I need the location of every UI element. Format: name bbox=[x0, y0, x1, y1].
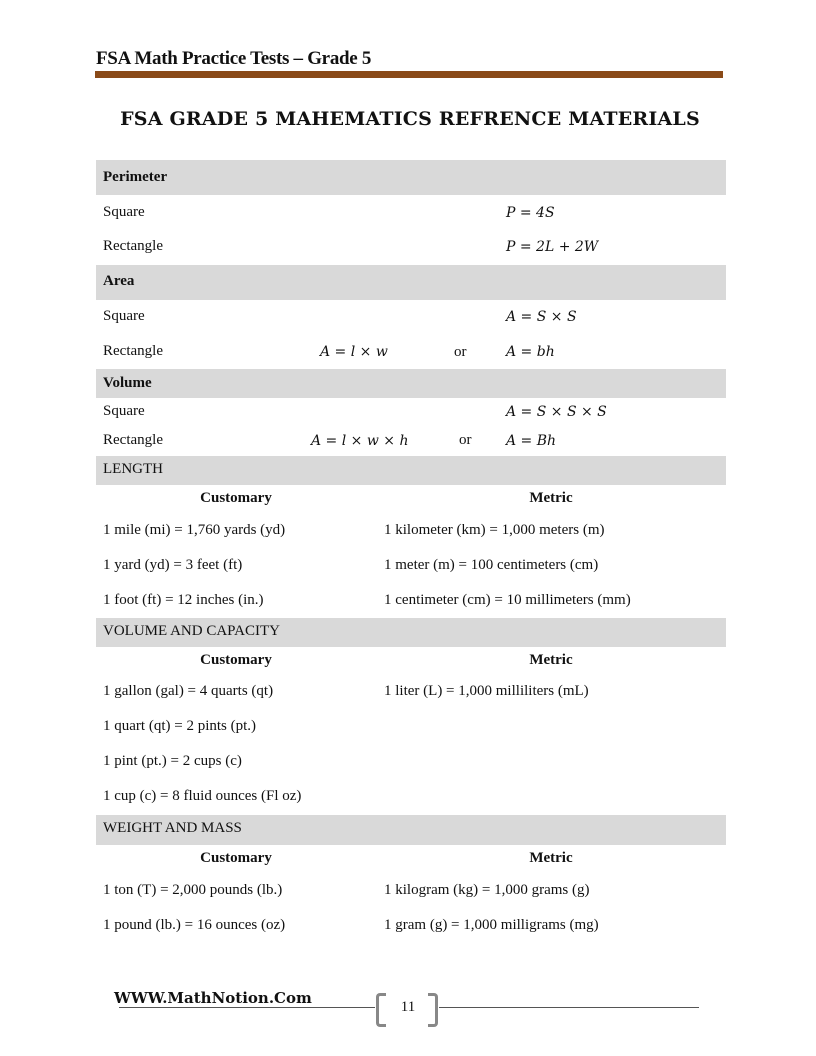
table-row bbox=[96, 781, 726, 815]
volume-rectangle-row bbox=[96, 427, 726, 456]
customary-header: Customary bbox=[200, 850, 272, 866]
or-text: or bbox=[459, 432, 472, 448]
table-row bbox=[96, 514, 726, 549]
customary-value: 1 gallon (gal) = 4 quarts (qt) bbox=[103, 683, 274, 699]
table-row bbox=[96, 874, 726, 909]
customary-header: Customary bbox=[200, 652, 272, 668]
customary-value: 1 foot (ft) = 12 inches (in.) bbox=[103, 592, 264, 608]
volume-square-row bbox=[96, 398, 726, 427]
section-heading: Perimeter bbox=[103, 169, 168, 185]
formula: A = S × S × S bbox=[506, 404, 607, 420]
section-heading: WEIGHT AND MASS bbox=[103, 820, 242, 836]
customary-value: 1 pint (pt.) = 2 cups (c) bbox=[103, 753, 242, 769]
section-weight-header bbox=[96, 815, 726, 845]
formula: P = 4S bbox=[506, 205, 555, 221]
shape-label: Rectangle bbox=[103, 238, 163, 254]
alt-formula: A = l × w × h bbox=[311, 433, 409, 449]
footer-url: WWW.MathNotion.Com bbox=[114, 989, 312, 1007]
header-title: FSA Math Practice Tests – Grade 5 bbox=[96, 48, 372, 69]
shape-label: Square bbox=[103, 204, 145, 220]
shape-label: Rectangle bbox=[103, 432, 163, 448]
table-row bbox=[96, 909, 726, 944]
customary-value: 1 ton (T) = 2,000 pounds (lb.) bbox=[103, 882, 283, 898]
section-heading: Volume bbox=[103, 375, 152, 391]
formula: P = 2L + 2W bbox=[506, 239, 599, 255]
customary-value: 1 quart (qt) = 2 pints (pt.) bbox=[103, 718, 257, 734]
shape-label: Square bbox=[103, 308, 145, 324]
metric-value: 1 kilogram (kg) = 1,000 grams (g) bbox=[384, 882, 590, 898]
weight-column-headers bbox=[96, 845, 726, 874]
metric-value: 1 liter (L) = 1,000 milliliters (mL) bbox=[384, 683, 589, 699]
table-row bbox=[96, 584, 726, 618]
table-row bbox=[96, 549, 726, 584]
metric-header: Metric bbox=[529, 652, 573, 668]
section-volume-header bbox=[96, 369, 726, 398]
page-title: FSA GRADE 5 MAHEMATICS REFRENCE MATERIALS bbox=[120, 108, 700, 130]
customary-value: 1 pound (lb.) = 16 ounces (oz) bbox=[103, 917, 286, 933]
reference-table bbox=[96, 160, 726, 944]
area-rectangle-row bbox=[96, 335, 726, 369]
formula: A = Bh bbox=[506, 433, 557, 449]
section-capacity-header bbox=[96, 618, 726, 647]
section-area-header bbox=[96, 265, 726, 300]
perimeter-square-row bbox=[96, 195, 726, 230]
metric-value: 1 meter (m) = 100 centimeters (cm) bbox=[384, 557, 599, 573]
customary-header: Customary bbox=[200, 490, 272, 506]
page-bracket-right bbox=[428, 993, 438, 1027]
perimeter-rectangle-row bbox=[96, 230, 726, 265]
metric-header: Metric bbox=[529, 850, 573, 866]
section-heading: LENGTH bbox=[103, 461, 163, 477]
customary-value: 1 cup (c) = 8 fluid ounces (Fl oz) bbox=[103, 788, 302, 804]
page-bracket-left bbox=[376, 993, 386, 1027]
section-heading: VOLUME AND CAPACITY bbox=[103, 623, 280, 639]
table-row bbox=[96, 676, 726, 711]
footer-rule-right bbox=[439, 1007, 699, 1008]
customary-value: 1 mile (mi) = 1,760 yards (yd) bbox=[103, 522, 286, 538]
shape-label: Rectangle bbox=[103, 343, 163, 359]
footer-rule-left bbox=[119, 1007, 375, 1008]
section-heading: Area bbox=[103, 273, 135, 289]
formula: A = bh bbox=[506, 344, 555, 360]
shape-label: Square bbox=[103, 403, 145, 419]
section-perimeter-header bbox=[96, 160, 726, 195]
formula: A = S × S bbox=[506, 309, 577, 325]
page-number: 11 bbox=[400, 999, 416, 1015]
or-text: or bbox=[454, 344, 467, 360]
customary-value: 1 yard (yd) = 3 feet (ft) bbox=[103, 557, 243, 573]
table-row bbox=[96, 746, 726, 781]
metric-value: 1 kilometer (km) = 1,000 meters (m) bbox=[384, 522, 605, 538]
capacity-column-headers bbox=[96, 647, 726, 676]
header-rule bbox=[95, 71, 723, 78]
length-column-headers bbox=[96, 485, 726, 514]
table-row bbox=[96, 711, 726, 746]
metric-value: 1 gram (g) = 1,000 milligrams (mg) bbox=[384, 917, 599, 933]
metric-value: 1 centimeter (cm) = 10 millimeters (mm) bbox=[384, 592, 631, 608]
area-square-row bbox=[96, 300, 726, 335]
alt-formula: A = l × w bbox=[320, 344, 388, 360]
section-length-header bbox=[96, 456, 726, 485]
metric-header: Metric bbox=[529, 490, 573, 506]
